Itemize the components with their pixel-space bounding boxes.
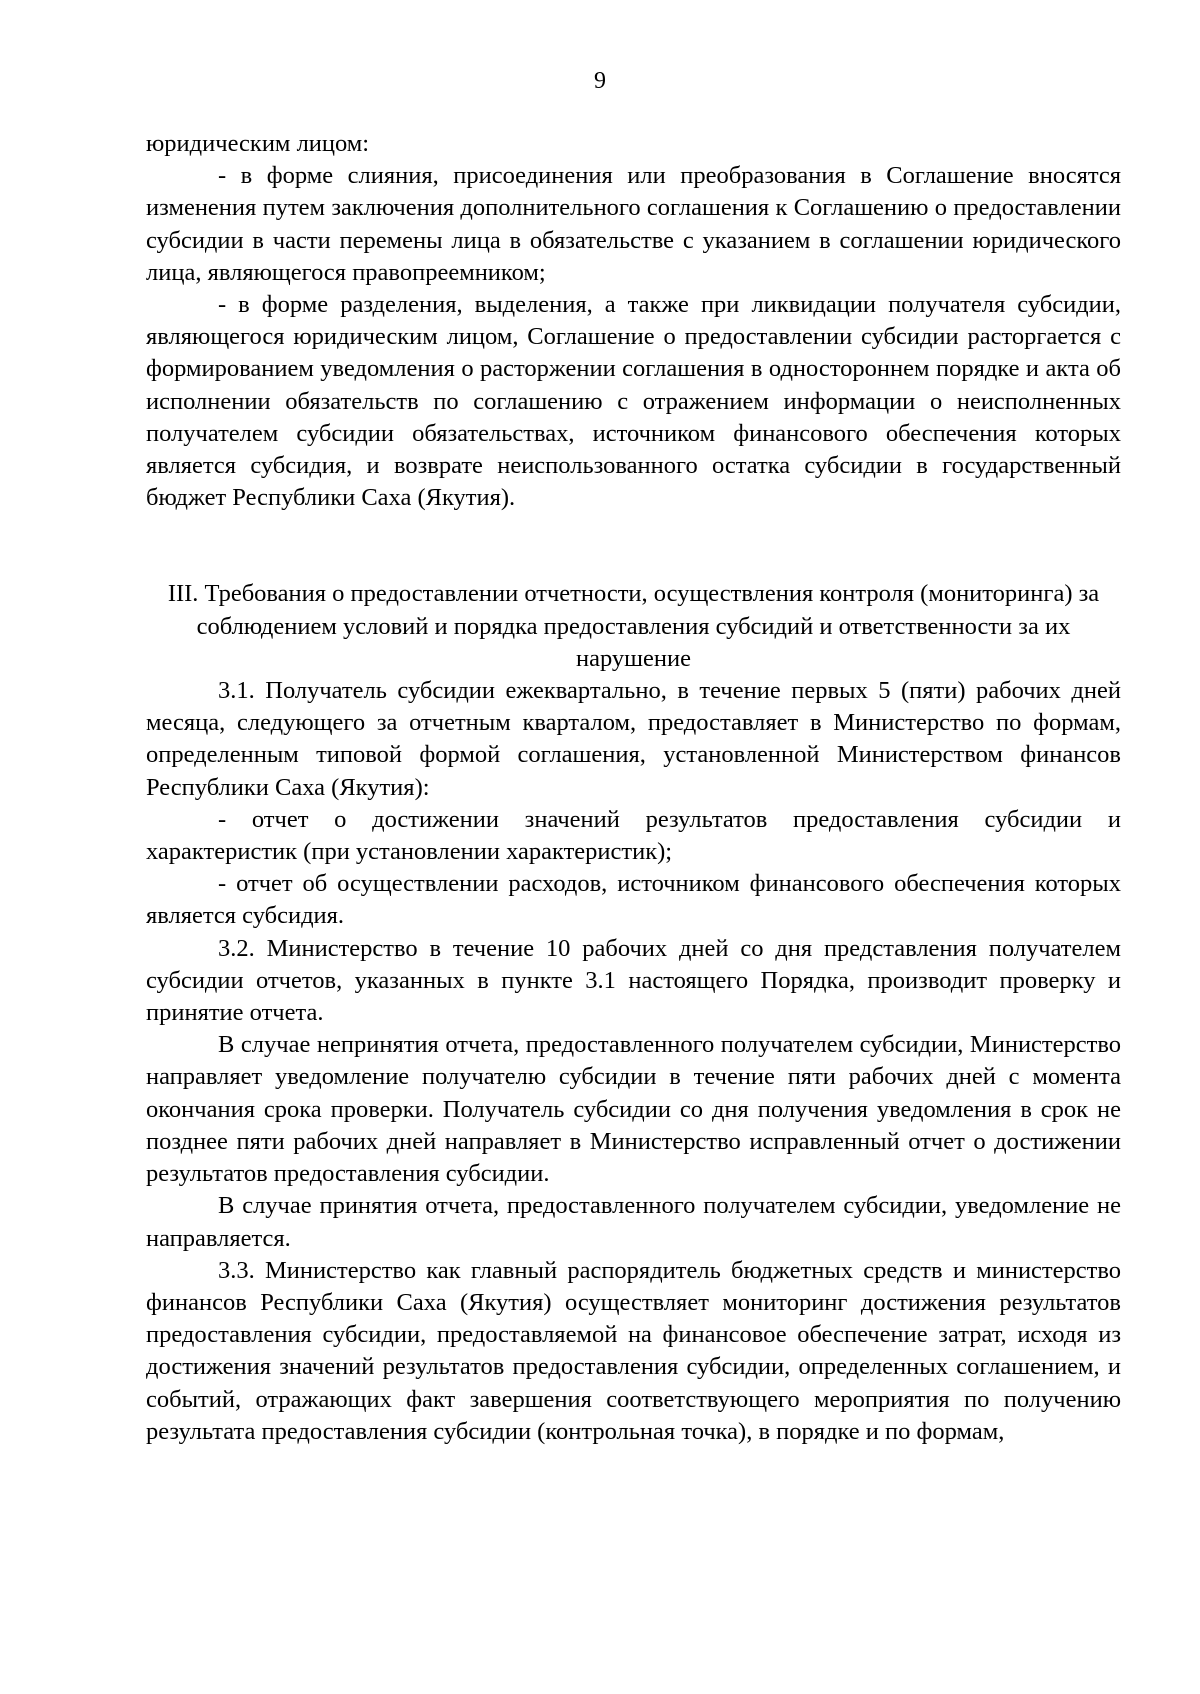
list-item-report-results: - отчет о достижении значений результатов предоставления субсидии и характеристик (при установлении характеристик); <box>146 805 1121 866</box>
list-item-report-expenses: - отчет об осуществлении расходов, источником финансового обеспечения которых является субсидия. <box>146 870 1121 930</box>
paragraph-continuation: юридическим лицом: <box>146 130 370 157</box>
paragraph-merger-clause: - в форме слияния, присоединения или преобразования в Соглашение вносятся изменения путем заключения дополнительного соглашения к Соглашению о предоставлении субсидии в части перемены лица в обязательстве с указанием в соглашении юридического лица, являющегося правопреемником; <box>146 162 1121 286</box>
paragraph-3-1: 3.1. Получатель субсидии ежеквартально, в течение первых 5 (пяти) рабочих дней месяца, следующего за отчетным кварталом, предоставляет в Министерство по формам, определенным типовой формой соглашения, установленной Министерством финансов Республики Саха (Якутия): <box>146 677 1121 801</box>
paragraph-division-clause: - в форме разделения, выделения, а также при ликвидации получателя субсидии, являющегося юридическим лицом, Соглашение о предоставлении субсидии расторгается с формированием уведомления о расторжении соглашения в одностороннем порядке и акта об исполнении обязательств по соглашению с отражением информации о неисполненных получателем субсидии обязательствах, источником финансового обеспечения которых является субсидия, и возврате неиспользованного остатка субсидии в государственный бюджет Республики Саха (Якутия). <box>146 291 1121 512</box>
section-heading: III. Требования о предоставлении отчетности, осуществления контроля (мониторинга) за соблюдением условий и порядка предоставления субсидий и ответственности за их нарушение <box>167 580 1100 672</box>
paragraph-report-acceptance: В случае принятия отчета, предоставленного получателем субсидии, уведомление не направляется. <box>146 1192 1121 1252</box>
page-number: 9 <box>594 68 606 94</box>
paragraph-3-2: 3.2. Министерство в течение 10 рабочих дней со дня представления получателем субсидии отчетов, указанных в пункте 3.1 настоящего Порядка, производит проверку и принятие отчета. <box>146 934 1121 1027</box>
paragraph-3-3: 3.3. Министерство как главный распорядитель бюджетных средств и министерство финансов Республики Саха (Якутия) осуществляет мониторинг достижения результатов предоставления субсидии, предоставляемой на финансовое обеспечение затрат, исходя из достижения значений результатов предоставления субсидии, определенных соглашением, и событий, отражающих факт завершения соответствующего мероприятия по получению результата предоставления субсидии (контрольная точка), в порядке и по формам, <box>146 1256 1121 1445</box>
document-body <box>146 128 1121 1448</box>
paragraph-report-rejection: В случае непринятия отчета, предоставленного получателем субсидии, Министерство направляет уведомление получателю субсидии в течение пяти рабочих дней с момента окончания срока проверки. Получатель субсидии со дня получения уведомления в срок не позднее пяти рабочих дней направляет в Министерство исправленный отчет о достижении результатов предоставления субсидии. <box>146 1031 1121 1188</box>
section-spacer <box>146 514 1121 578</box>
